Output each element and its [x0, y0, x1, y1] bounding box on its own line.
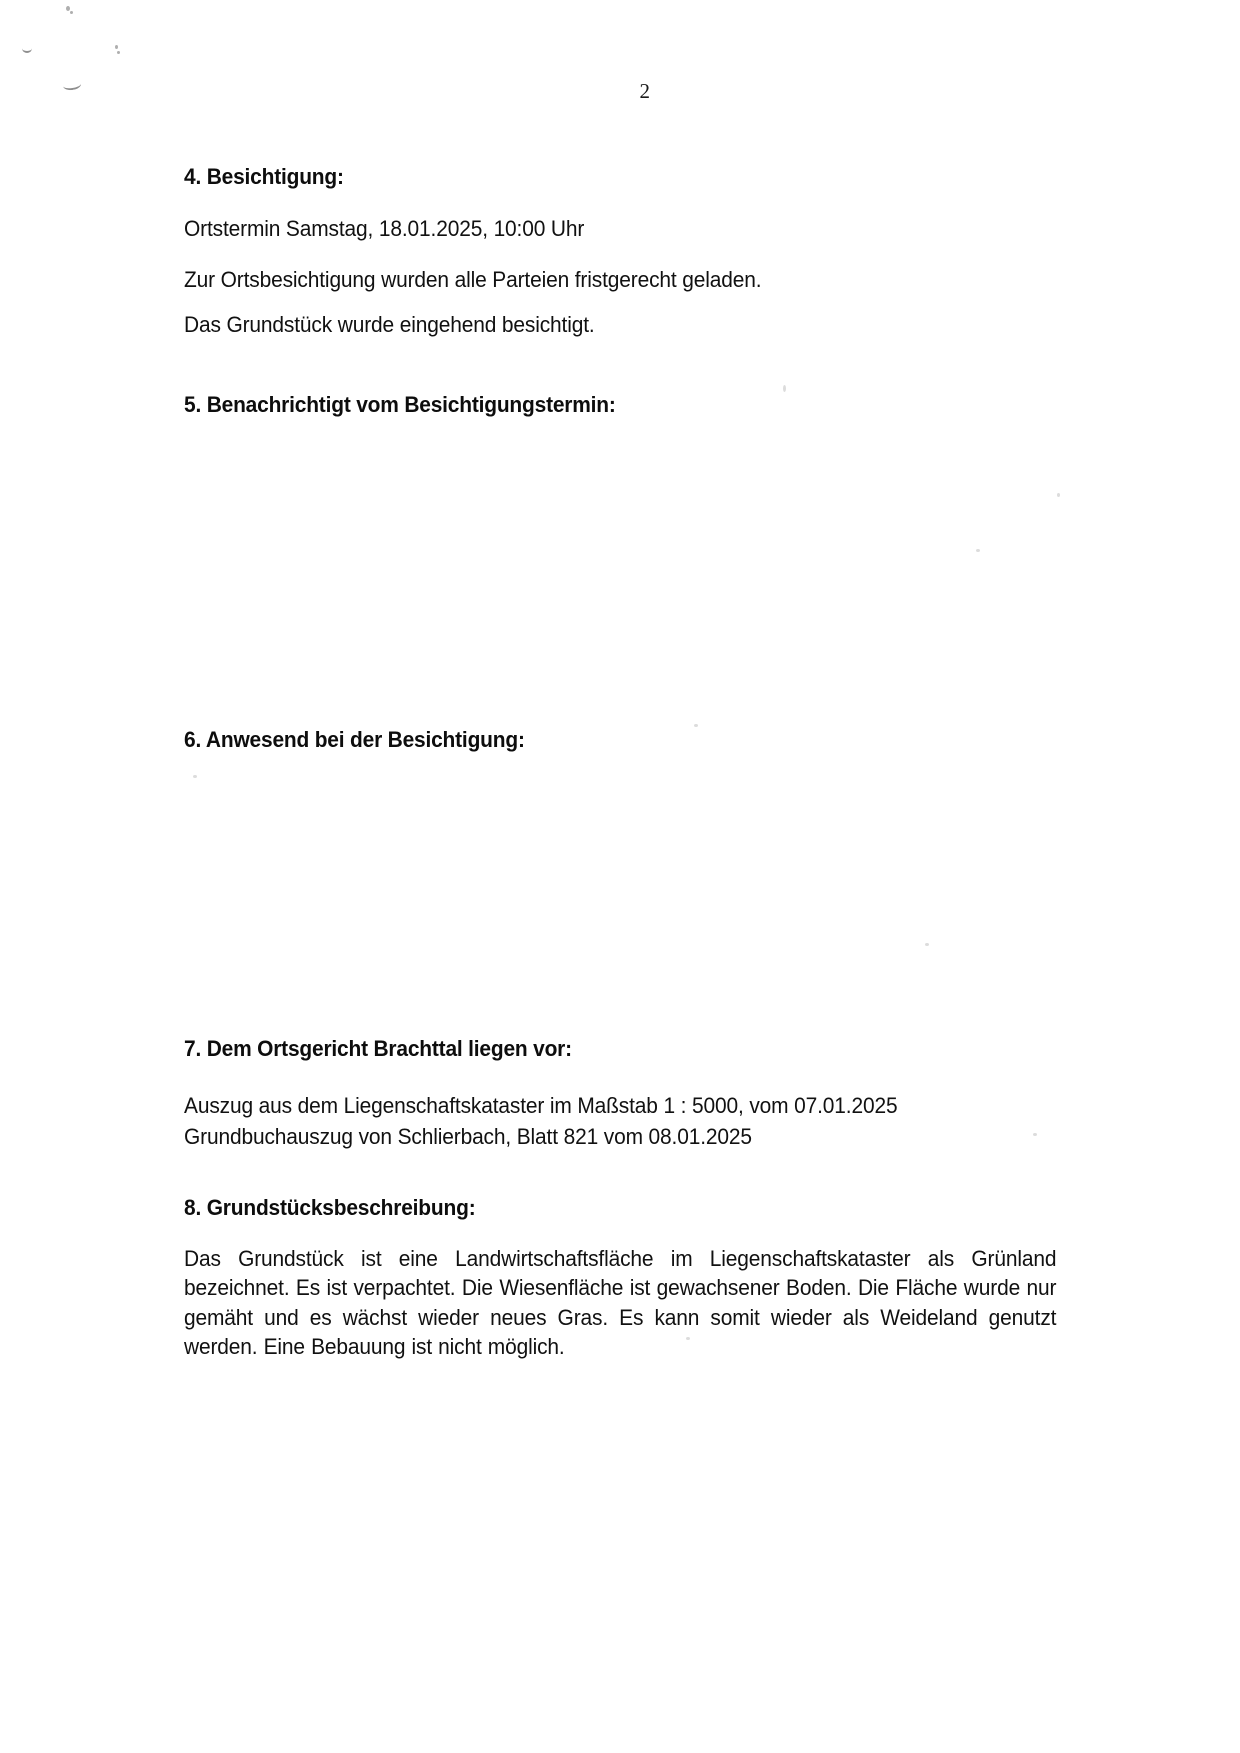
section-5-heading: 5. Benachrichtigt vom Besichtigungstermin:	[184, 392, 616, 417]
scan-speck-icon	[694, 724, 698, 727]
scan-smudge-icon	[22, 44, 32, 53]
scan-speck-icon	[70, 11, 73, 14]
section-6-heading: 6. Anwesend bei der Besichtigung:	[184, 727, 525, 752]
section-4-line-2: Zur Ortsbesichtigung wurden alle Parteien fristgerecht geladen.	[184, 267, 762, 292]
section-6-answer-area	[184, 765, 1056, 1040]
section-4-line-3: Das Grundstück wurde eingehend besichtigt.	[184, 312, 595, 337]
section-5-answer-area	[184, 430, 1056, 710]
scan-speck-icon	[117, 51, 120, 54]
scan-speck-icon	[115, 45, 118, 49]
section-7-line-2: Grundbuchauszug von Schlierbach, Blatt 821 vom 08.01.2025	[184, 1124, 752, 1149]
section-7-line-1: Auszug aus dem Liegenschaftskataster im Maßstab 1 : 5000, vom 07.01.2025	[184, 1093, 898, 1118]
scan-speck-icon	[1033, 1133, 1037, 1136]
section-4-heading: 4. Besichtigung:	[184, 164, 344, 189]
scan-speck-icon	[66, 6, 70, 11]
scan-speck-icon	[1057, 493, 1060, 497]
section-4-line-1: Ortstermin Samstag, 18.01.2025, 10:00 Uhr	[184, 216, 585, 241]
page-number: 2	[639, 79, 651, 103]
scan-speck-icon	[783, 385, 786, 392]
section-8-heading: 8. Grundstücksbeschreibung:	[184, 1195, 476, 1220]
section-7-heading: 7. Dem Ortsgericht Brachttal liegen vor:	[184, 1036, 572, 1061]
section-8-body: Das Grundstück ist eine Landwirtschaftsfläche im Liegenschaftskataster als Grünland bezeichnet. Es ist verpachtet. Die Wiesenfläche ist gewachsener Boden. Die Fläche wurde nur gemäht und es wächst wieder neues Gras. Es kann somit wieder als Weideland genutzt werden. Eine Bebauung ist nicht möglich.	[184, 1246, 1057, 1359]
